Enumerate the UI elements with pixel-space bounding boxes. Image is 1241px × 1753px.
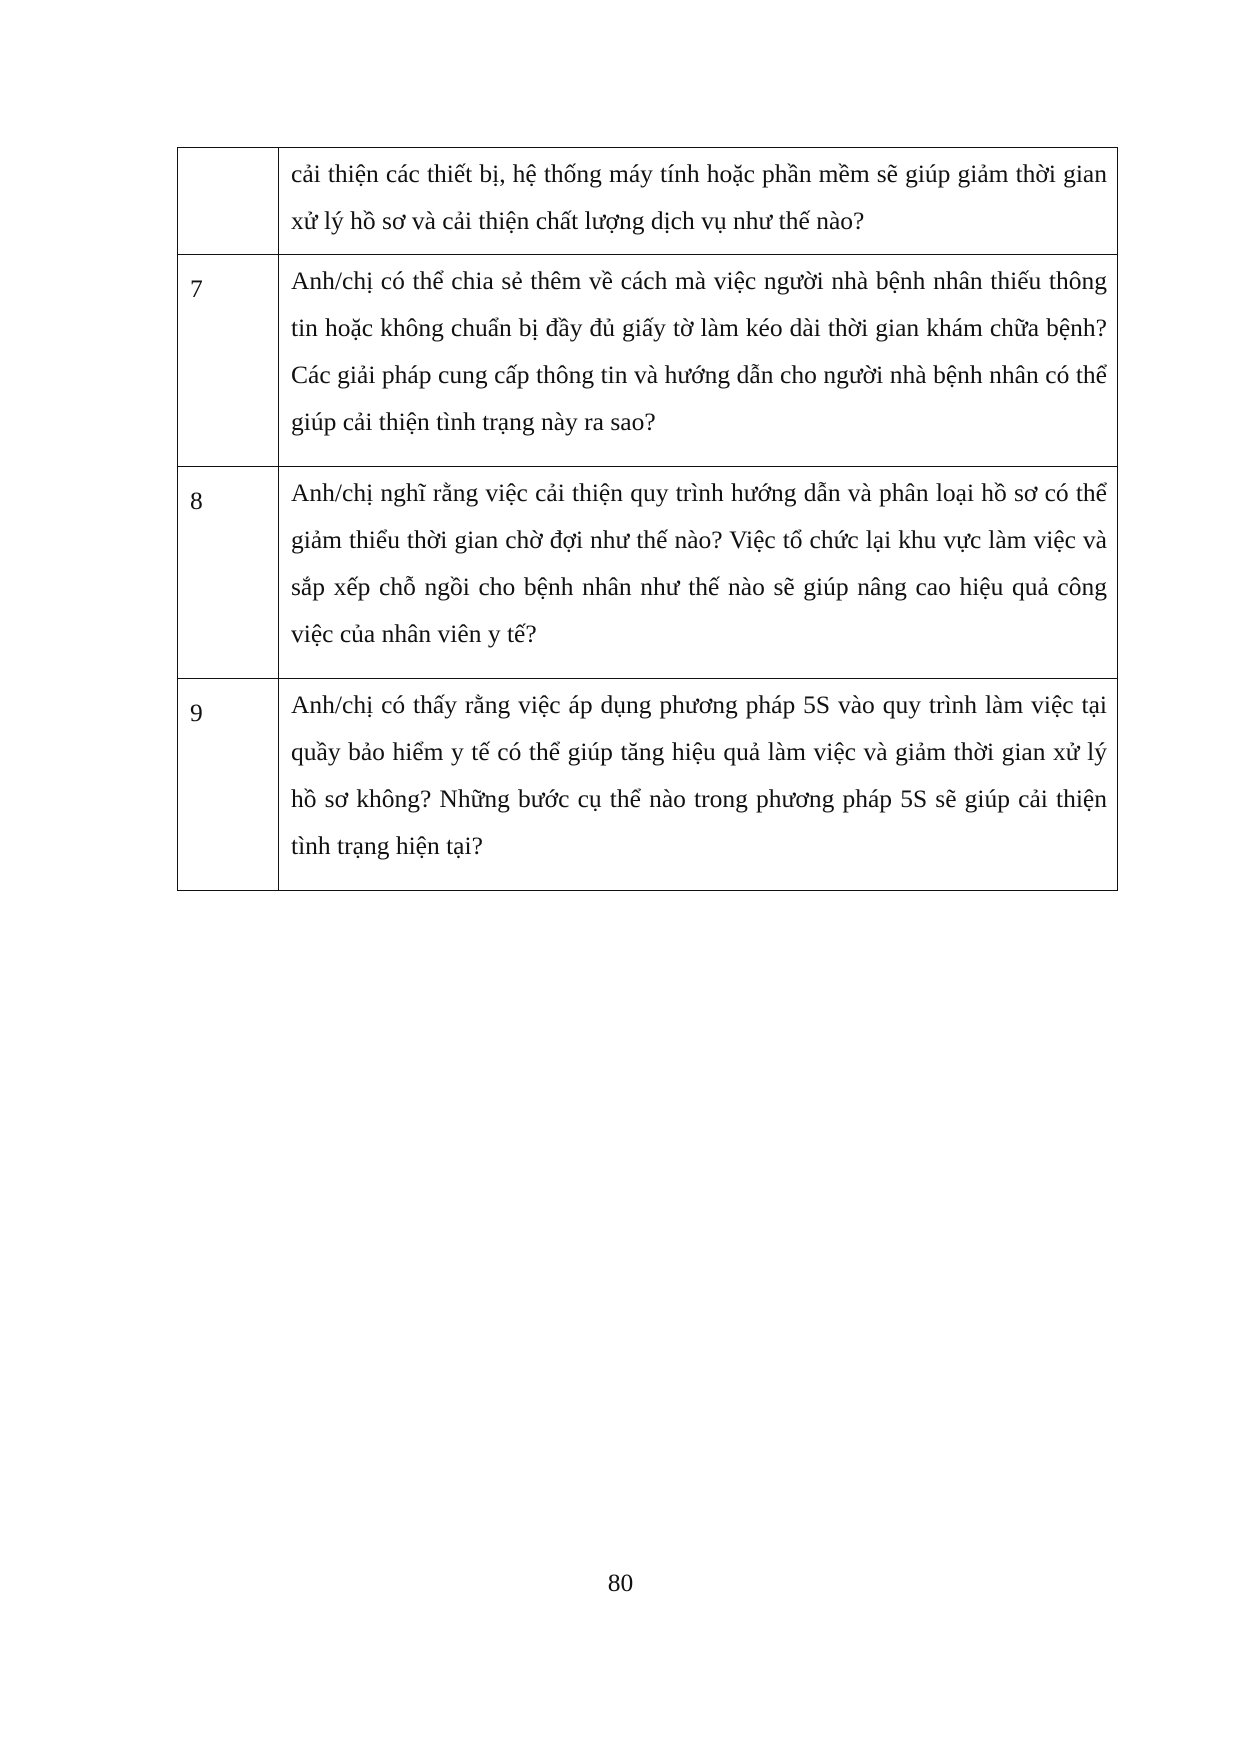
question-number-cell: 8 xyxy=(178,467,279,679)
table-row xyxy=(178,467,1118,679)
interview-questions-table xyxy=(177,147,1118,891)
page-number: 80 xyxy=(607,1568,634,1597)
question-text-cell: Anh/chị có thấy rằng việc áp dụng phương pháp 5S vào quy trình làm việc tại quầy bảo hiểm y tế có thể giúp tăng hiệu quả làm việc và giảm thời gian xử lý hồ sơ không? Những bước cụ thể nào trong phương pháp 5S sẽ giúp cải thiện tình trạng hiện tại? xyxy=(279,679,1118,891)
question-text-cell: Anh/chị nghĩ rằng việc cải thiện quy trình hướng dẫn và phân loại hồ sơ có thể giảm thiểu thời gian chờ đợi như thế nào? Việc tổ chức lại khu vực làm việc và sắp xếp chỗ ngồi cho bệnh nhân như thế nào sẽ giúp nâng cao hiệu quả công việc của nhân viên y tế? xyxy=(279,467,1118,679)
table-row xyxy=(178,255,1118,467)
question-number-cell: 9 xyxy=(178,679,279,891)
table-row xyxy=(178,679,1118,891)
question-number-cell xyxy=(178,148,279,255)
table-row xyxy=(178,148,1118,255)
question-text-cell: cải thiện các thiết bị, hệ thống máy tính hoặc phần mềm sẽ giúp giảm thời gian xử lý hồ sơ và cải thiện chất lượng dịch vụ như thế nào? xyxy=(279,148,1118,255)
question-number-cell: 7 xyxy=(178,255,279,467)
question-text-cell: Anh/chị có thể chia sẻ thêm về cách mà việc người nhà bệnh nhân thiếu thông tin hoặc không chuẩn bị đầy đủ giấy tờ làm kéo dài thời gian khám chữa bệnh? Các giải pháp cung cấp thông tin và hướng dẫn cho người nhà bệnh nhân có thể giúp cải thiện tình trạng này ra sao? xyxy=(279,255,1118,467)
